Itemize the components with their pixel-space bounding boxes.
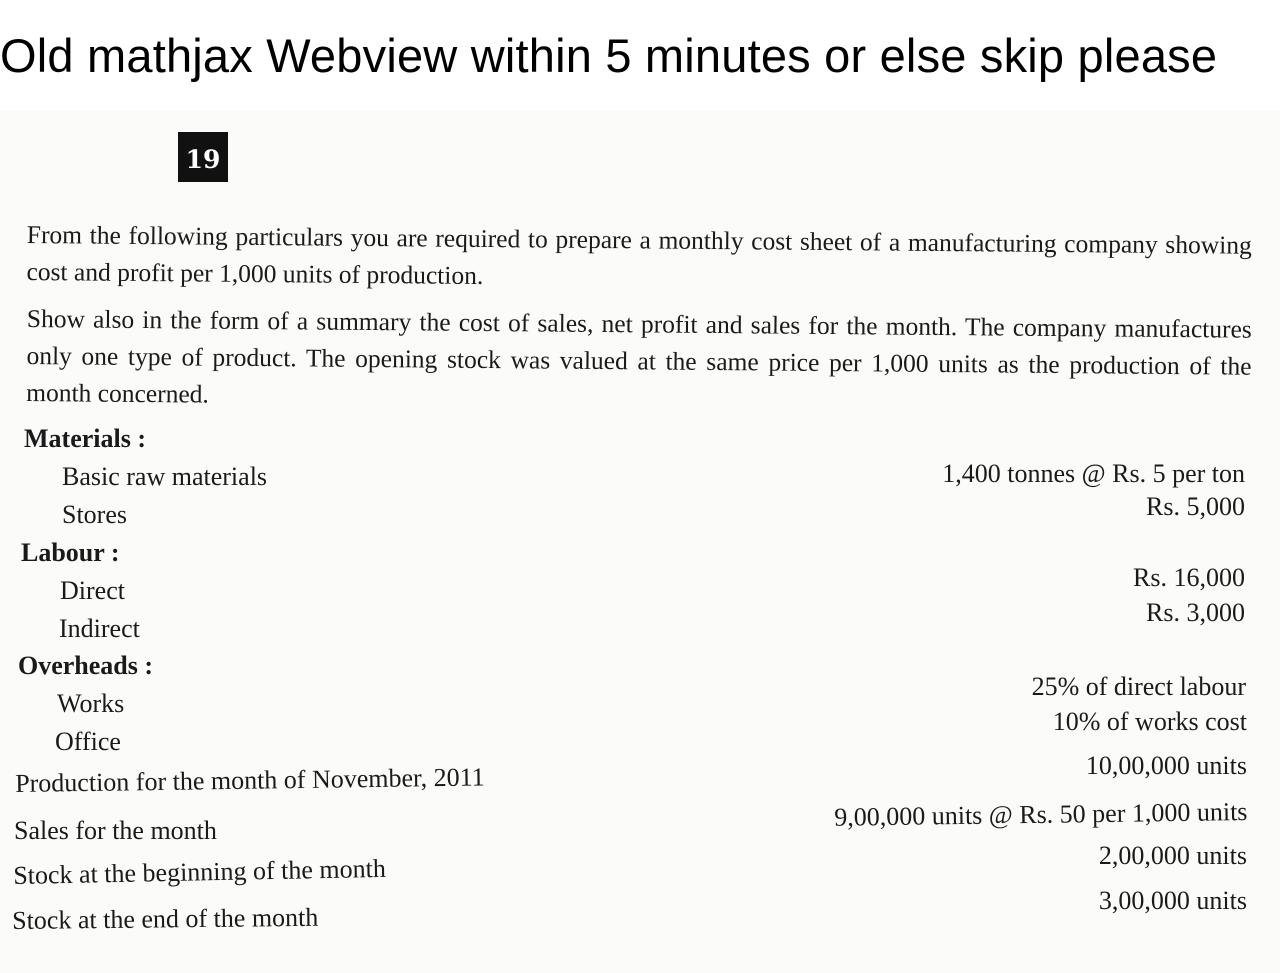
question-paragraph-1: From the following particulars you are required to prepare a monthly cost sheet of a manufacturing company showing cost and profit per 1,000 units of production. <box>26 219 1252 290</box>
labour-heading: Labour : <box>21 538 120 567</box>
sales-value: 9,00,000 units @ Rs. 50 per 1,000 units <box>833 797 1248 832</box>
page-title: Old mathjax Webview within 5 minutes or else skip please <box>0 29 1218 82</box>
direct-labour-label: Direct <box>60 576 125 605</box>
materials-heading: Materials : <box>24 424 147 453</box>
opening-stock-value: 2,00,000 units <box>1098 841 1247 870</box>
overheads-heading: Overheads : <box>18 651 154 680</box>
production-label: Production for the month of November, 2011 <box>15 762 485 798</box>
basic-raw-materials-label: Basic raw materials <box>62 462 268 491</box>
closing-stock-value: 3,00,000 units <box>1098 886 1247 915</box>
question-number-badge: 19 <box>178 132 228 182</box>
question-paragraph-2: Show also in the form of a summary the cost of sales, net profit and sales for the month. The company manufactures only one type of product. The opening stock was valued at the same price per 1,000 units as the production of the month concerned. <box>26 303 1252 409</box>
office-overhead-value: 10% of works cost <box>1052 707 1247 736</box>
indirect-labour-value: Rs. 3,000 <box>1146 598 1245 627</box>
direct-labour-value: Rs. 16,000 <box>1133 563 1245 592</box>
stores-value: Rs. 5,000 <box>1146 492 1245 521</box>
indirect-labour-label: Indirect <box>59 614 140 643</box>
production-value: 10,00,000 units <box>1085 751 1247 780</box>
sales-label: Sales for the month <box>14 816 217 845</box>
office-overhead-label: Office <box>55 727 121 756</box>
works-overhead-label: Works <box>57 689 125 718</box>
works-overhead-value: 25% of direct labour <box>1031 672 1246 701</box>
stores-label: Stores <box>62 500 127 529</box>
opening-stock-label: Stock at the beginning of the month <box>13 853 387 890</box>
closing-stock-label: Stock at the end of the month <box>12 902 319 935</box>
basic-raw-materials-value: 1,400 tonnes @ Rs. 5 per ton <box>942 459 1245 488</box>
